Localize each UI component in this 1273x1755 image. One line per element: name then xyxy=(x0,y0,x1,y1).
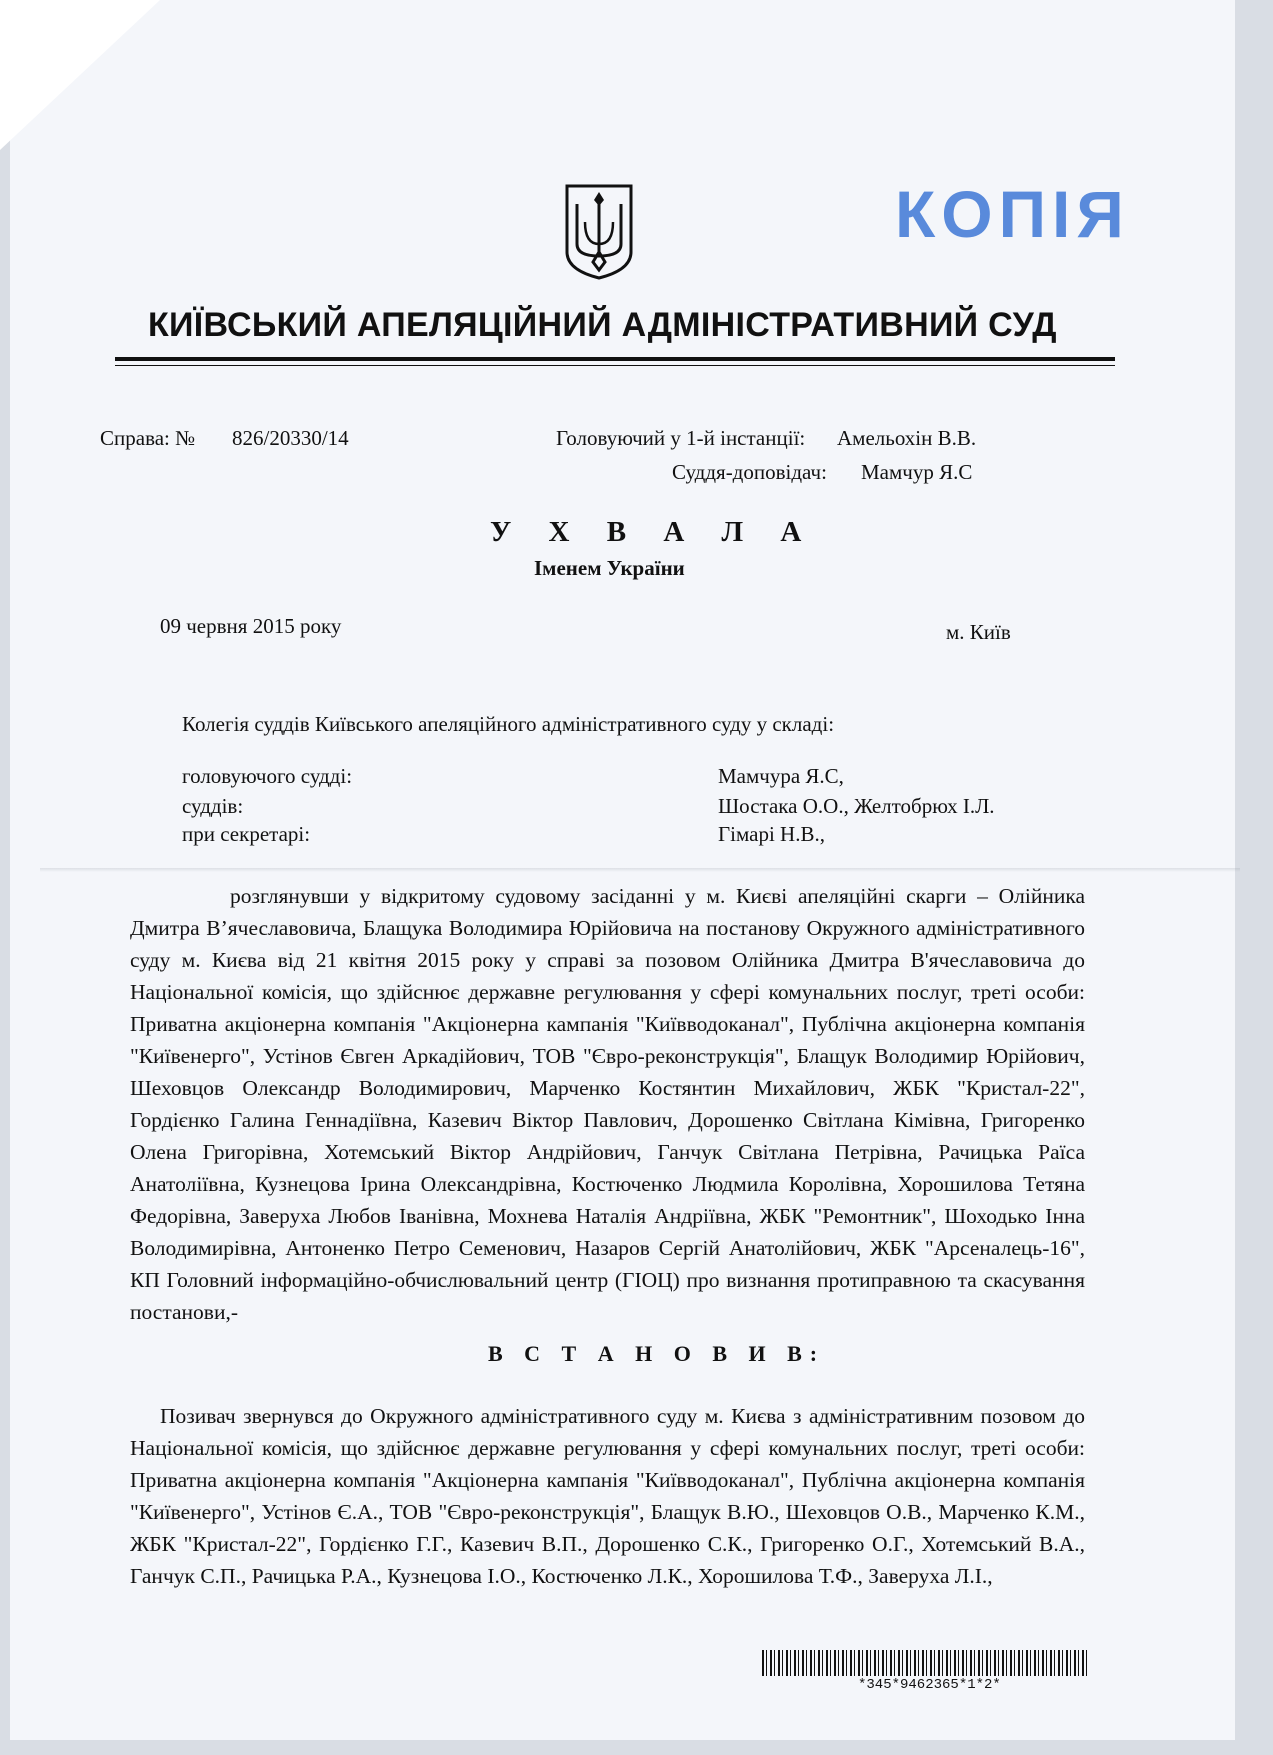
panel-intro: Колегія суддів Київського апеляційного адміністративного суду у складі: xyxy=(182,712,835,736)
trident-emblem-icon xyxy=(563,182,635,280)
rapporteur-label: Суддя-доповідач: xyxy=(672,460,827,484)
case-number: 826/20330/14 xyxy=(232,426,349,450)
panel-name: Шостака О.О., Желтобрюх І.Л. xyxy=(718,794,995,818)
first-instance-judge: Амельохін В.В. xyxy=(837,426,977,450)
decision-title: У Х В А Л А xyxy=(490,516,817,548)
header-rule-thin xyxy=(115,365,1115,366)
header-rule-thick xyxy=(115,357,1115,361)
decision-city: м. Київ xyxy=(946,620,1011,644)
claim-paragraph: Позивач звернувся до Окружного адміністративного суду м. Києва з адміністративним позовом до Національної комісія, що здійснює державне регулювання у сфері комунальних послуг, треті особи: Приватна акціонерна компанія "Акціонерна кампанія "Київводоканал", Публічна акціонерна компанія "Київенерго", Устінов Є.А., ТОВ "Євро-реконструкція", Блащук В.Ю., Шеховцов О.В., Марченко К.М., ЖБК "Кристал-22", Гордієнко Г.Г., Казевич В.П., Дорошенко С.К., Григоренко О.Г., Хотемський В.А., Ганчук С.П., Рачицька Р.А., Кузнецова І.О., Костюченко Л.К., Хорошилова Т.Ф., Заверуха Л.І., xyxy=(130,1404,1085,1588)
panel-role: головуючого судді: xyxy=(182,764,353,788)
case-label: Справа: № xyxy=(100,426,196,450)
copy-stamp: КОПІЯ xyxy=(895,177,1130,251)
panel-role: при секретарі: xyxy=(182,822,311,846)
first-instance-label: Головуючий у 1-й інстанції: xyxy=(556,426,806,450)
review-paragraph: розглянувши у відкритому судовому засіданні у м. Києві апеляційні скарги – Олійника Дмитра В’ячеславовича, Блащука Володимира Юрійовича на постанову Окружного адміністративного суду м. Києва від 21 квітня 2015 року у справі за позовом Олійника Дмитра В'ячеславовича до Національної комісія, що здійснює державне регулювання у сфері комунальних послуг, треті особи: Приватна акціонерна компанія "Акціонерна кампанія "Київводоканал", Публічна акціонерна компанія "Київенерго", Устінов Євген Аркадійович, ТОВ "Євро-реконструкція", Блащук Володимир Юрійович, Шеховцов Олександр Володимирович, Марченко Костянтин Михайлович, ЖБК "Кристал-22", Гордієнко Галина Геннадіївна, Казевич Віктор Павлович, Дорошенко Світлана Кімівна, Григоренко Олена Григорівна, Хотемський Віктор Андрійович, Ганчук Світлана Петрівна, Рачицька Раїса Анатоліївна, Кузнецова Ірина Олександрівна, Костюченко Людмила Королівна, Хорошилова Тетяна Федорівна, Заверуха Любов Іванівна, Мохнева Наталія Андріївна, ЖБК "Ремонтник", Шоходько Інна Володимирівна, Антоненко Петро Семенович, Назаров Сергій Анатолійович, ЖБК "Арсеналець-16", КП Головний інформаційно-обчислювальний центр (ГІОЦ) про визнання протиправною та скасування постанови,- xyxy=(130,884,1085,1324)
barcode xyxy=(762,1650,1087,1676)
court-name: КИЇВСЬКИЙ АПЕЛЯЦІЙНИЙ АДМІНІСТРАТИВНИЙ СУД xyxy=(148,306,1057,344)
panel-role: суддів: xyxy=(182,794,244,818)
rapporteur-name: Мамчур Я.С xyxy=(861,460,973,484)
page-crease xyxy=(40,868,1240,872)
established-heading: В С Т А Н О В И В: xyxy=(488,1341,826,1366)
panel-name: Гімарі Н.В., xyxy=(718,822,825,846)
decision-subtitle: Іменем України xyxy=(534,556,685,580)
panel-name: Мамчура Я.С, xyxy=(718,764,844,788)
barcode-number: *345*9462365*1*2* xyxy=(858,1677,1001,1693)
decision-date: 09 червня 2015 року xyxy=(160,614,342,638)
